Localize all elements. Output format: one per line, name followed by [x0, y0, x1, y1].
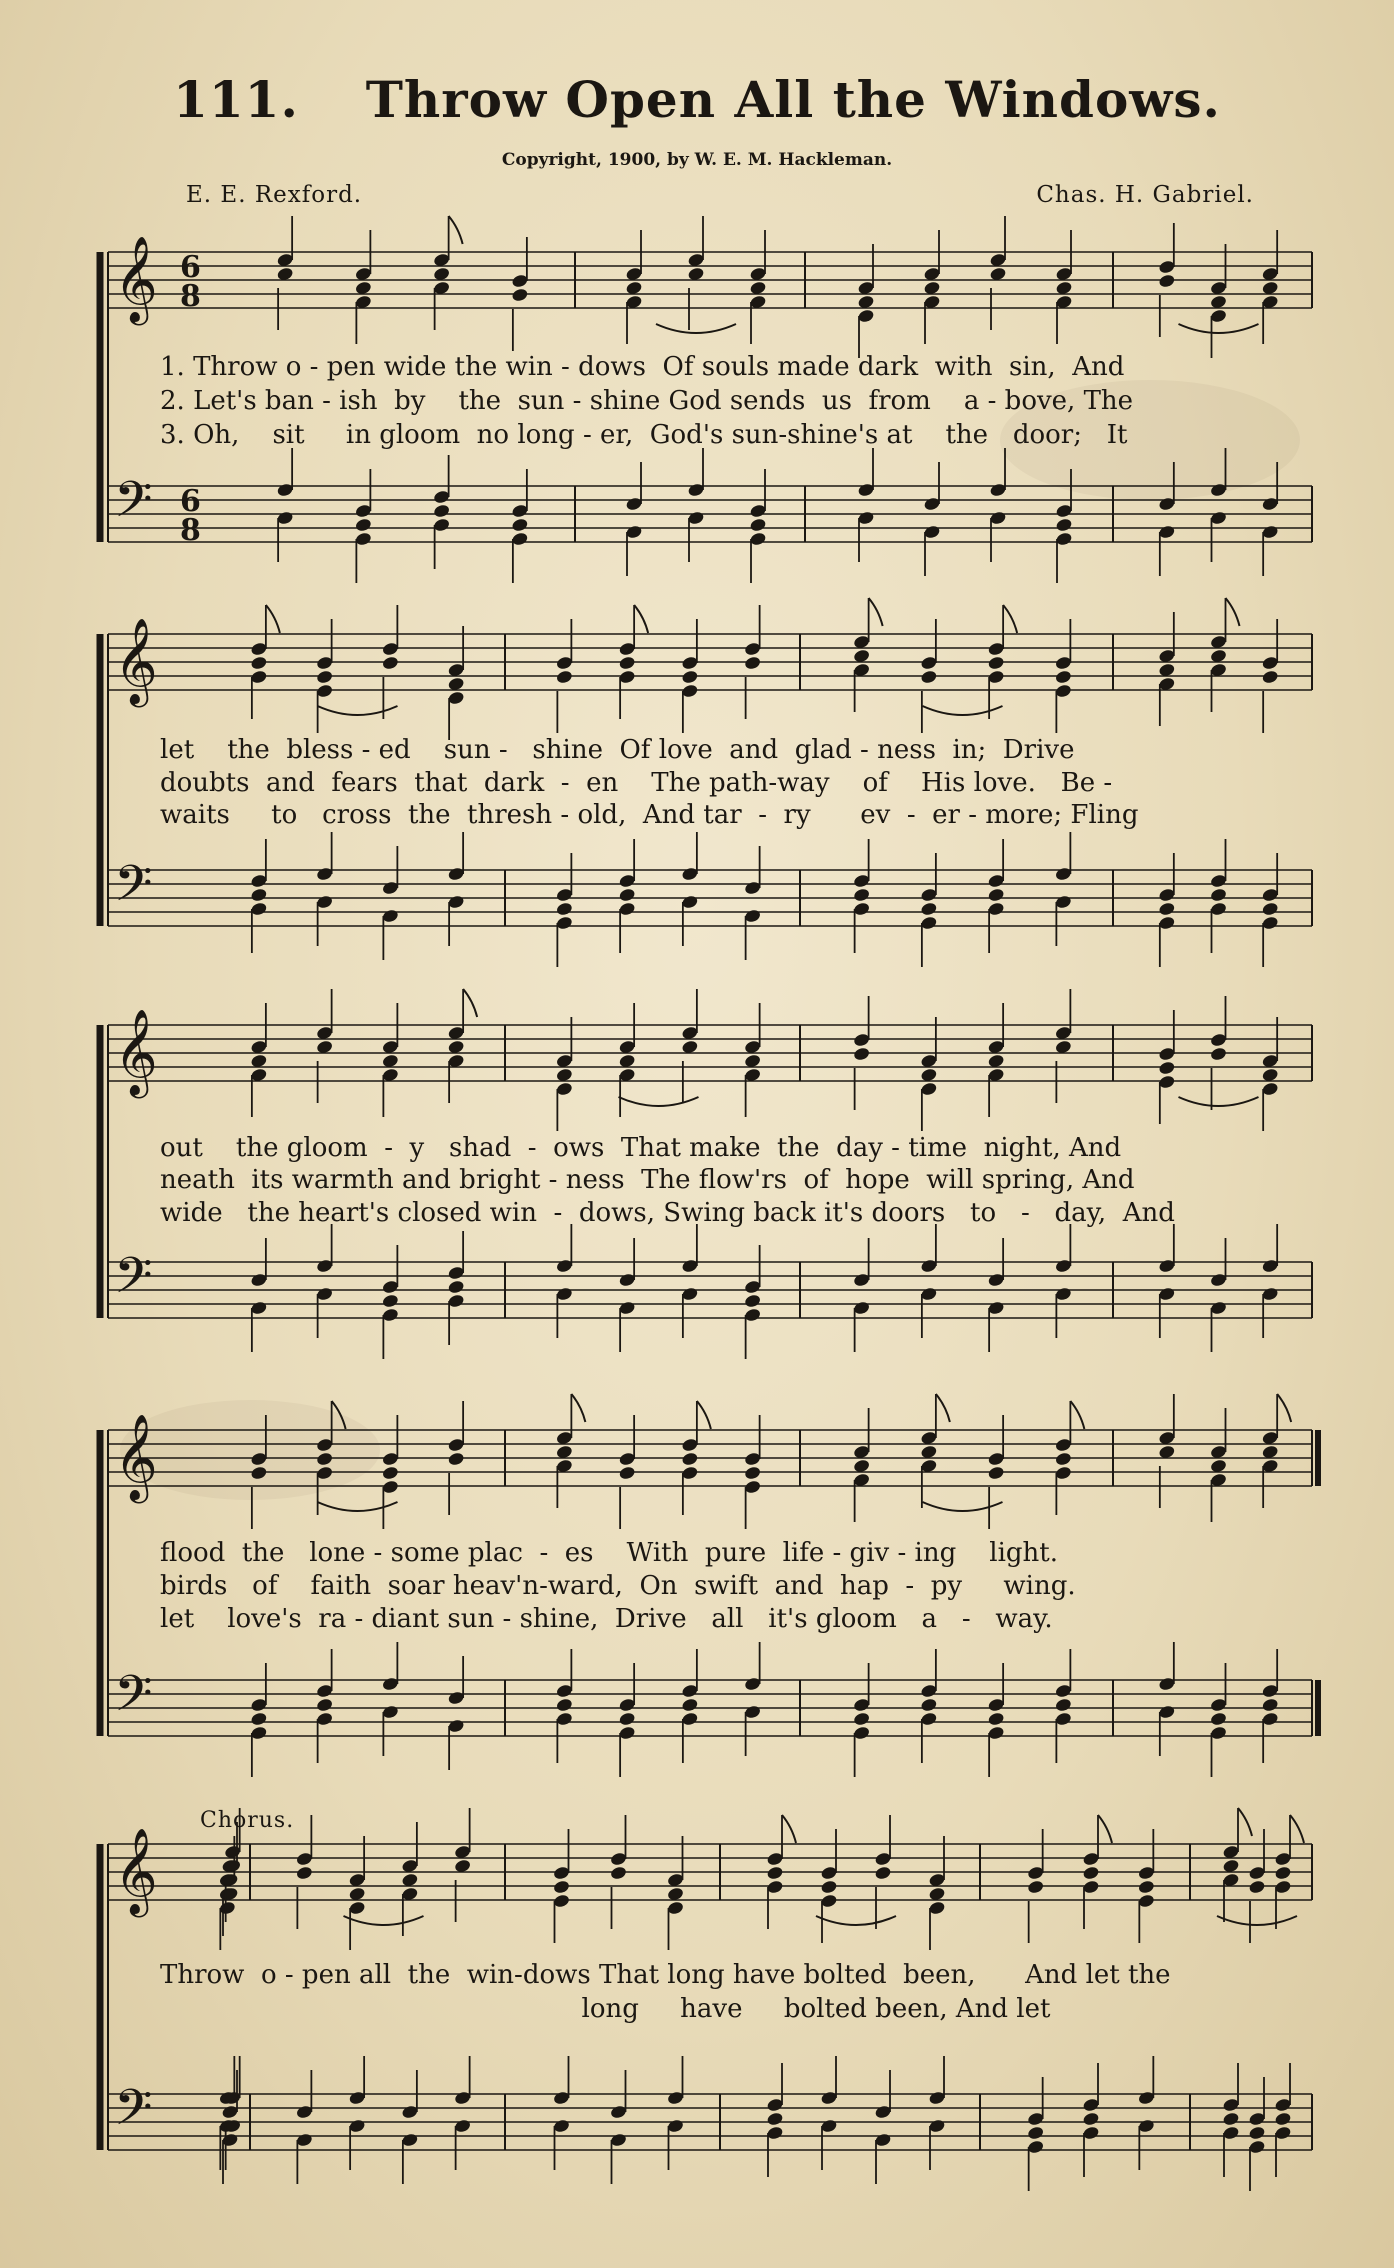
lyric-line: let the bless - ed sun - shine Of love and glad - ness in; Drive	[160, 735, 1075, 765]
notehead	[744, 1293, 762, 1308]
notehead	[766, 1865, 784, 1880]
note-flag	[332, 1401, 346, 1429]
notehead	[853, 1046, 871, 1061]
notehead	[744, 655, 762, 670]
notehead	[1274, 2111, 1292, 2126]
bass-clef: 𝄢	[114, 1247, 153, 1317]
note-flag	[266, 605, 280, 633]
bass-clef: 𝄢	[114, 855, 153, 925]
notehead	[618, 887, 636, 902]
slur	[1217, 1916, 1297, 1925]
notehead	[1055, 517, 1073, 532]
notehead	[1210, 887, 1228, 902]
notehead	[1158, 901, 1176, 916]
bass-clef: 𝄢	[114, 471, 153, 541]
note-flag	[1277, 1394, 1291, 1422]
notehead	[1261, 669, 1279, 684]
hymn-number: 111.	[173, 70, 299, 129]
lyric-line: waits to cross the thresh - old, And tar - ry ev - er - more; Fling	[160, 800, 1139, 830]
notehead	[1054, 669, 1072, 684]
slur	[816, 1916, 896, 1925]
notehead	[744, 1465, 762, 1480]
notehead	[749, 517, 767, 532]
notehead	[250, 887, 268, 902]
time-signature-bottom: 8	[180, 513, 201, 548]
note-flag	[936, 1394, 950, 1422]
time-signature-bottom: 8	[180, 279, 201, 314]
notehead	[555, 901, 573, 916]
slur	[923, 1502, 1003, 1511]
notehead	[511, 287, 529, 302]
chorus-label: Chorus.	[200, 1808, 295, 1833]
notehead	[1082, 2111, 1100, 2126]
notehead	[681, 669, 699, 684]
notehead	[1027, 1879, 1045, 1894]
note-flag	[1070, 1401, 1084, 1429]
note-flag	[1098, 1815, 1112, 1843]
notehead	[1248, 2125, 1266, 2140]
notehead	[853, 1711, 871, 1726]
notehead	[381, 1293, 399, 1308]
notehead	[447, 1451, 465, 1466]
notehead	[1082, 1865, 1100, 1880]
notehead	[316, 1451, 334, 1466]
notehead	[433, 503, 451, 518]
note-flag	[1238, 1808, 1252, 1836]
notehead	[987, 655, 1005, 670]
lyric-line: doubts and fears that dark - en The path-way of His love. Be -	[160, 768, 1113, 798]
notehead	[874, 1865, 892, 1880]
notehead	[618, 1711, 636, 1726]
slur	[344, 1916, 424, 1925]
lyric-line: let love's ra - diant sun - shine, Drive all it's gloom a - way.	[160, 1604, 1053, 1634]
notehead	[250, 1711, 268, 1726]
note-flag	[463, 989, 477, 1017]
notehead	[295, 1865, 313, 1880]
notehead	[610, 1865, 628, 1880]
notehead	[250, 655, 268, 670]
notehead	[618, 655, 636, 670]
copyright-line: Copyright, 1900, by W. E. M. Hackleman.	[501, 150, 893, 170]
notehead	[1274, 1865, 1292, 1880]
treble-clef: 𝄞	[114, 618, 158, 704]
notehead	[1054, 1697, 1072, 1712]
notehead	[555, 669, 573, 684]
notehead	[381, 1465, 399, 1480]
notehead	[1054, 1451, 1072, 1466]
note-flag	[1003, 605, 1017, 633]
slur	[923, 706, 1003, 715]
time-signature-top: 6	[180, 484, 201, 519]
notehead	[920, 669, 938, 684]
time-signature-top: 6	[180, 250, 201, 285]
hymn-title: Throw Open All the Windows.	[365, 70, 1221, 129]
note-flag	[782, 1815, 796, 1843]
lyric-line: neath its warmth and bright - ness The flow'rs of hope will spring, And	[160, 1165, 1135, 1195]
notehead	[1158, 1060, 1176, 1075]
note-flag	[697, 1401, 711, 1429]
notehead	[354, 517, 372, 532]
notehead	[447, 1279, 465, 1294]
notehead	[920, 901, 938, 916]
notehead	[555, 1697, 573, 1712]
notehead	[1261, 901, 1279, 916]
notehead	[1158, 273, 1176, 288]
notehead	[1222, 2111, 1240, 2126]
notehead	[1137, 1879, 1155, 1894]
notehead	[1210, 1711, 1228, 1726]
notehead	[681, 1697, 699, 1712]
slur	[1179, 324, 1259, 333]
notehead	[681, 1451, 699, 1466]
slur	[318, 1502, 398, 1511]
lyric-line: out the gloom - y shad - ows That make the day - time night, And	[160, 1133, 1122, 1163]
composer: Chas. H. Gabriel.	[1036, 182, 1254, 208]
notehead	[1248, 1879, 1266, 1894]
notehead	[511, 517, 529, 532]
slur	[656, 324, 736, 333]
notehead	[987, 1711, 1005, 1726]
notehead	[987, 887, 1005, 902]
note-flag	[1226, 598, 1240, 626]
treble-clef: 𝄞	[114, 1828, 158, 1914]
notehead	[820, 1879, 838, 1894]
lyric-line: birds of faith soar heav'n-ward, On swift and hap - py wing.	[160, 1571, 1076, 1601]
notehead	[766, 2111, 784, 2126]
lyric-line: 1. Throw o - pen wide the win - dows Of souls made dark with sin, And	[160, 352, 1125, 382]
bass-clef: 𝄢	[114, 1665, 153, 1735]
lyric-line: 2. Let's ban - ish by the sun - shine God sends us from a - bove, The	[160, 386, 1134, 416]
lyricist: E. E. Rexford.	[186, 182, 363, 208]
lyric-line: Throw o - pen all the win-dows That long have bolted been, And let the	[160, 1960, 1171, 1990]
notehead	[1027, 2125, 1045, 2140]
slur	[619, 1097, 699, 1106]
slur	[318, 706, 398, 715]
note-flag	[1290, 1815, 1304, 1843]
note-flag	[634, 605, 648, 633]
bass-clef: 𝄢	[114, 2079, 153, 2149]
lyric-line: flood the lone - some plac - es With pure life - giv - ing light.	[160, 1538, 1059, 1568]
notehead	[316, 669, 334, 684]
notehead	[250, 1465, 268, 1480]
notehead	[553, 1879, 571, 1894]
notehead	[381, 655, 399, 670]
treble-clef: 𝄞	[114, 236, 158, 322]
notehead	[618, 1465, 636, 1480]
notehead	[920, 1697, 938, 1712]
lyric-line: 3. Oh, sit in gloom no long - er, God's sun-shine's at the door; It	[160, 420, 1128, 450]
lyric-line: long have bolted been, And let	[160, 1994, 1051, 2024]
treble-clef: 𝄞	[114, 1414, 158, 1500]
notehead	[316, 1697, 334, 1712]
notehead	[1210, 1046, 1228, 1061]
notehead	[987, 1465, 1005, 1480]
notehead	[1261, 1697, 1279, 1712]
slur	[1179, 1097, 1259, 1106]
note-flag	[449, 216, 463, 244]
note-flag	[869, 598, 883, 626]
lyric-line: wide the heart's closed win - dows, Swing back it's doors to - day, And	[160, 1198, 1175, 1228]
note-flag	[571, 1394, 585, 1422]
treble-clef: 𝄞	[114, 1009, 158, 1095]
notehead	[853, 887, 871, 902]
